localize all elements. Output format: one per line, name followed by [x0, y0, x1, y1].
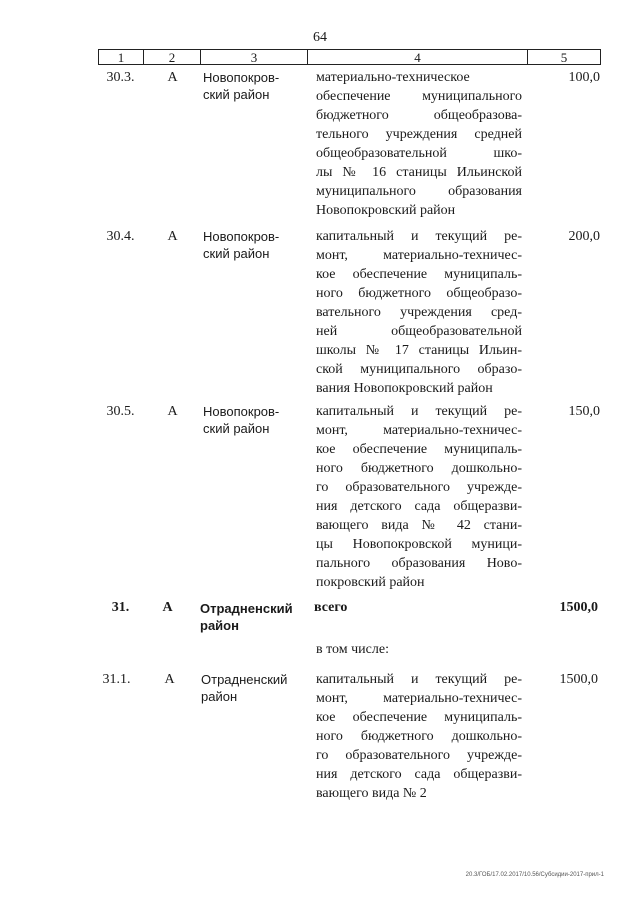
row-amount: 100,0	[568, 70, 600, 85]
row-number: 30.5.	[106, 404, 135, 419]
header-col-1: 1	[99, 50, 144, 64]
row-code: А	[162, 600, 173, 615]
row-number: 30.3.	[106, 70, 135, 85]
row-district: Отрадненский район	[201, 672, 288, 704]
row-number: 30.4.	[106, 229, 135, 244]
row-code: А	[167, 404, 178, 419]
row-amount: 200,0	[568, 229, 600, 244]
row-description: капитальный и текущий ре- монт, материально-техничес- кое обеспечение муниципаль- ного бюджетного общеобразо- вательного учреждения сред- ней общеобразовательной школы № 17 станицы Ильин- ской муниципального образо- вания Новопокровский район	[316, 229, 522, 396]
row-code: А	[167, 70, 178, 85]
table-header	[98, 49, 601, 65]
row-district: Отрадненский район	[200, 601, 293, 633]
row-description: материально-техническое обеспечение муниципального бюджетного общеобразова- тельного учреждения средней общеобразовательной шко- лы № 16 станицы Ильинской муниципального образования Новопокровский район	[316, 70, 522, 218]
row-code: А	[164, 672, 175, 687]
header-col-5: 5	[560, 50, 568, 65]
row-description: капитальный и текущий ре- монт, материально-техничес- кое обеспечение муниципаль- ного бюджетного дошкольно- го образовательного учрежде- ния детского сада общеразви- вающего вида № 2	[316, 672, 522, 801]
row-description: всего	[314, 600, 348, 615]
header-col-3: 3	[201, 50, 308, 64]
row-district: Новопокров- ский район	[203, 70, 280, 102]
row-district: Новопокров- ский район	[203, 229, 280, 261]
row-description: капитальный и текущий ре- монт, материально-техничес- кое обеспечение муниципаль- ного бюджетного дошкольно- го образовательного учрежде- ния детского сада общеразви- вающего вида № 42 стани- цы Новопокровской муници- пального образования Ново- покровский район	[316, 404, 522, 590]
row-number: 31.	[111, 600, 130, 615]
row-district: Новопокров- ский район	[203, 404, 280, 436]
page-number: 64	[313, 30, 327, 45]
header-col-2: 2	[144, 50, 201, 64]
row-amount: 1500,0	[559, 600, 598, 615]
row-amount: 150,0	[568, 404, 600, 419]
header-col-4: 4	[308, 50, 528, 64]
row-number: 31.1.	[102, 672, 131, 687]
row-amount: 1500,0	[559, 672, 598, 687]
row-code: А	[167, 229, 178, 244]
footer-code: 20.3/ГОБ/17.02.2017/10.56/Субсидии-2017-прил-1	[465, 872, 604, 878]
subtotal-label: в том числе:	[316, 642, 389, 657]
